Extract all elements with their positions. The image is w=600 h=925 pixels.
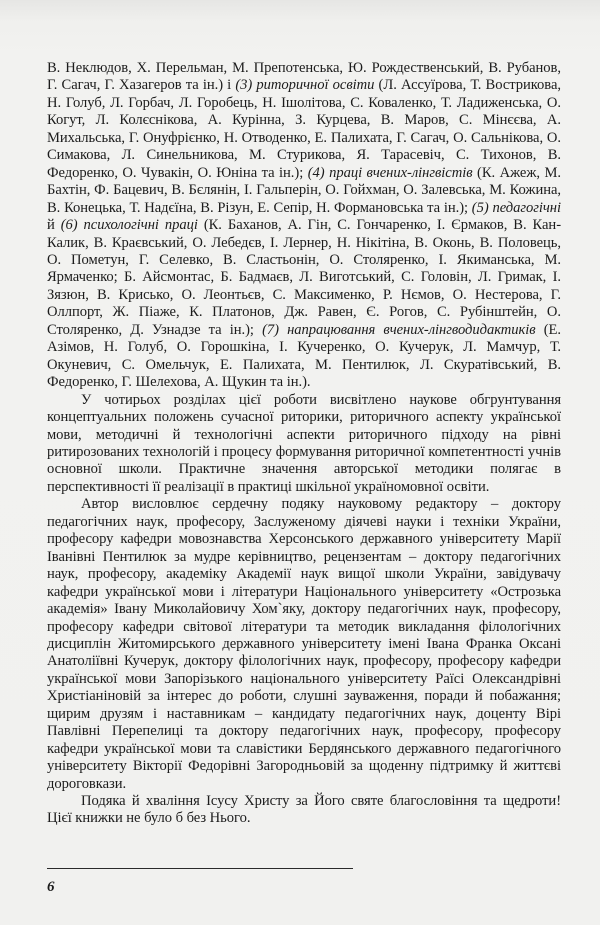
body-text [47,60,561,828]
paragraph [47,496,561,793]
text-segment: й [47,217,61,234]
text-segment: Подяка й хваління Ісусу Христу за Його святе благословіння та щедроти! Цієї книжки не було б без Нього. [47,793,561,827]
paragraph [47,60,561,392]
text-segment: (К. Баханов, А. Гін, С. Гончаренко, І. Єрмаков, В. Кан-Калик, В. Краєвський, О. Лебедєв, І. Лернер, Н. Нікітіна, В. Оконь, В. Половець, О. Пометун, Г. Селевко, В. Сластьонін, О. Столяренко, І. Якиманська, М. Ярмаченко; Б. Айсмонтас, Б. Бадмаєв, Л. Виготський, С. Головін, Л. Гримак, І. Зязюн, В. Крисько, О. Леонтьєв, С. Максименко, Р. Нємов, О. Нестерова, Г. Оллпорт, Ж. Піаже, К. Платонов, Дж. Равен, Є. Рогов, С. Рубінштейн, О. Столяренко, Д. Узнадзе та ін.); [47,217,562,338]
italic-segment: (5) педагогічні [471,199,561,216]
italic-segment: (7) напрацювання вчених-лінгводидактиків [262,321,536,338]
text-segment: В. Неклюдов, Х. Перельман, М. Препотенська, Ю. Рождественський, В. Рубанов, Г. Сагач, Г. Хазагеров та ін.) і [47,60,561,94]
italic-segment: (4) праці вчених-лінгвістів [307,164,473,181]
text-segment: (К. Ажеж, М. Бахтін, Ф. Бацевич, В. Бєлянін, І. Гальперін, О. Гойхман, О. Залевська, М. Кожина, В. Конецька, Т. Надєїна, В. Різун, Е. Сепір, Н. Формановська та ін.); [47,164,561,216]
paragraph [47,793,561,828]
page-number: 6 [47,879,55,895]
text-segment: (Л. Ассуїрова, Т. Вострикова, Н. Голуб, Л. Горбач, Л. Горобець, Н. Ішолітова, С. Коваленко, Т. Ладиженська, О. Когут, Л. Колєснікова, А. Курінна, З. Курцева, В. Маров, С. Мінєєва, А. Михальська, Г. Онуфрієнко, Н. Отводенко, Е. Палихата, Г. Сагач, О. Сальнікова, О. Симакова, Л. Синельникова, М. Стурикова, Я. Тарасевіч, С. Тихонов, В. Федоренко, О. Чувакін, О. Юніна та ін.); [47,77,561,181]
text-segment: Автор висловлює сердечну подяку науковому редактору – доктору педагогічних наук, професору, Заслуженому діячеві науки і техніки України, професору кафедри мовознавства Херсонського державного університету Марії Іванівні Пентилюк за мудре керівництво, рецензентам – доктору педагогічних наук, професору, академіку Академії наук вищої школи України, завідувачу кафедри української мови і літератури Національного університету «Острозька академія» Івану Миколайовичу Хом`яку, доктору педагогічних наук, професору, професору кафедри світової літератури та методик викладання філологічних дисциплін Житомирського державного університету імені Івана Франка Оксані Анатоліївні Кучерук, доктору філологічних наук, професору, професору кафедри української мови Запорізького національного університету Раїсі Олександрівні Христіаніновій за інтерес до роботи, слушні зауваження, поради й побажання; щирим друзям і наставникам – кандидату педагогічних наук, доценту Вірі Павлівні Перепелиці та доктору педагогічних наук, професору, професору кафедри української мови та славістики Бердянського державного педагогічного університету Вікторії Федорівні Загородньовій за щоденну підтримку й життєві дороговкази. [47,496,561,792]
footnote-rule [47,868,353,869]
text-segment: У чотирьох розділах цієї роботи висвітлено наукове обгрунтування концептуальних положень сучасної риторики, риторичного аспекту української мови, методичні й технологічні аспекти риторичного підходу на рівні ритирозованих технологій і процесу формування риторичної компетентності учнів основної школи. Практичне значення авторської методики полягає в перспективності її реалізації в практиці шкільної україномовної освіти. [47,391,561,495]
text-segment: (Е. Азімов, Н. Голуб, О. Горошкіна, І. Кучеренко, О. Кучерук, Л. Мамчур, Т. Окуневич, С. Омельчук, Е. Палихата, М. Пентилюк, Л. Скуратівський, В. Федоренко, Г. Шелехова, А. Щукин та ін.). [47,321,562,391]
italic-segment: (6) психологічні праці [60,217,198,234]
italic-segment: (3) риторичної освіти [235,77,375,94]
paragraph [47,392,561,497]
